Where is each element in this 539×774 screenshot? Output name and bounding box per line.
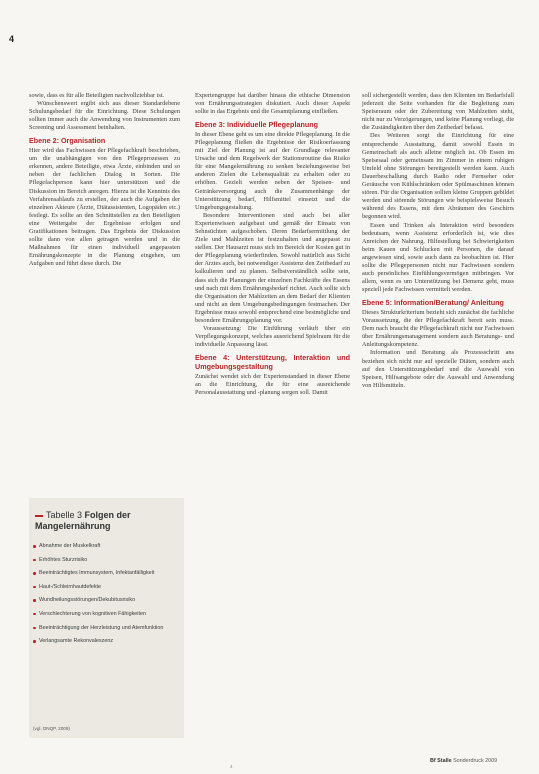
paragraph: Zunächst wendet sich der Expertenstandard in dieser Ebene an die Einrichtung, die für eine ausreichende Personalausstattung und -planung sorgen soll. Damit: [195, 372, 350, 396]
paragraph: Wünschenswert ergibt sich aus dieser Standardebene Schulungsbedarf für die Einrichtung. Diese Schulungen sollten immer auch die Anwendung von Instrumenten zum Screening und Assessment beinhalten.: [29, 100, 180, 132]
page-number: 4: [9, 34, 15, 44]
paragraph: Essen und Trinken als Interaktion wird besonders bedeutsam, wenn Assistenz erforderlich ist, wie dies Anreichen der Nahrung. Hilfestellung bei Schwierigkeiten beim Kauen und Schlucken mit Personen, die darauf angewiesen sind, sowie auch dann zu beobachten ist. Hier sollte die Pflegepersonen nicht nur Fachwissen sondern auch persönliches Einfühlungsvermögen mitbringen. Vor allem, wenn es um Unterstützung bei Demenz geht, muss speziell jede Fachwissen vermittelt werden.: [362, 221, 514, 294]
section-heading: Ebene 4: Unterstützung, Interaktion und Umgebungsgestaltung: [195, 353, 350, 371]
paragraph: Information und Beratung als Prozessschritt ans beziehen sich nicht nur auf spezielle Diäten, sondern auch auf den Unterstützungsbedarf und die Auswahl von Speisen, Hilfsangebote oder die Auswahl und Anwendung von Hilfsmitteln.: [362, 349, 514, 389]
journal-issue: Sonderdruck 2009: [453, 758, 498, 764]
column-2: [195, 92, 350, 397]
paragraph: Hier wird das Fachwissen der Pflegefachkraft beschrieben, um die unabhängigen von den Pflegeprozessen zu erkennen, andere Beteiligte, etwa Ärzte, einbinden und so neben der fachlichen Dialog in Sorten. Die Pflegefachperson kann hier unterstützen und die Diskussion im Bereich anregen. Hierzu ist die Kenntnis des Verfahrensablaufs zu erstellen, der auch die Aufgaben der einzelnen Akteure (Ärzte, Diätassistenten, Logopäden etc.) festlegt. Es sollte an den Schnittstellen zu den Beteiligten eine Weitergabe der Ergebnisse erfolgen und Gratifikationen beitragen. Das Ergebnis der Diskussion sollte dann von allen getragen werden und in die Maßnahmen für einen individuell angepassten Ernährungskonzepte in die Planung eingehen, um Aufgaben und führt diese durch. Die: [29, 147, 180, 268]
bullet-icon: [33, 572, 36, 575]
paragraph: soll sichergestellt werden, dass den Klienten im Bedarfsfall jederzeit die Seite vorhanden für die Begleitung zum Speiseraum oder der Zubereitung von Mahlzeiten steht, nicht nur zu Verzögerungen, und keine Planung vorliegt, die die Zuständigkeiten über den Zeitbedarf befasst.: [362, 92, 514, 132]
bullet-icon: [33, 586, 36, 589]
list-item: Wundheilungsstörungen/Dekubitusrisiko: [33, 597, 181, 604]
table-title-prefix: Tabelle 3: [46, 510, 83, 520]
bullet-icon: [33, 640, 36, 643]
paragraph: sowie, dass es für alle Beteiligten nachvollziehbar ist.: [29, 92, 165, 99]
table-title-bold: Folgen der Mangelernährung: [35, 510, 131, 531]
paragraph: In dieser Ebene geht es um eine direkte Pflegeplanung. In die Pflegeplanung fließen die Ergebnisse der Risikoerfassung mit Ziel der Planung ist auf der Grundlage relevanter Ursache und dem Regelwerk der Stationsroutine das Risiko für eine Mangelernährung zu senken beziehungsweise bei anderen Zielen die Lebensqualität zu erhalten oder zu erhöhen. Gezielt werden neben der Speisen- und Getränkeversorgung auch die Zusammenhänge der Unterstützung bedarf, Hilfsmittel einsetzt und die Umgebungsgestaltung.: [195, 130, 350, 211]
consequence-list: [33, 543, 181, 652]
section-heading: Ebene 3: Individuelle Pflegeplanung: [195, 120, 319, 130]
section-heading: Ebene 5: Information/Beratung/ Anleitung: [362, 298, 504, 308]
list-item: Abnahme der Muskelkraft: [33, 543, 181, 550]
section-heading: Ebene 2: Organisation: [29, 136, 106, 146]
paragraph: Dieses Strukturkriterium bezieht sich zunächst die fachliche Voraussetzung, die der Pflegefachkraft bereit sein muss. Dem nach braucht die Pflegefachkraft nicht nur Fachwissen über Ernährungsmanagement sondern auch Beratungs- und Anleitungskompetenz.: [362, 308, 514, 349]
bullet-icon: [33, 545, 36, 548]
table-source: (vgl. DNQP, 2009): [33, 726, 70, 731]
table-box: [29, 498, 184, 738]
accent-dash: [35, 515, 43, 517]
page-footer: [430, 758, 497, 764]
list-item: Erhöhtes Sturzrisiko: [33, 557, 181, 564]
list-item: Verschlechterung von kognitiven Fähigkeiten: [33, 611, 181, 618]
center-page-mark: 4: [230, 764, 233, 769]
paragraph: Voraussetzung: Die Einführung verläuft über ein Verpflegungskonzept, welches ausreichend Spielraum für die individuelle Anpassung lässt.: [195, 325, 350, 349]
paragraph: Des Weiteren sorgt die Einrichtung für eine entsprechende Ausstattung, damit sowohl Essen in Gemeinschaft als auch alleine möglich ist. Ob Essen im Speisesaal oder gemeinsam im Zimmer in einem ruhigen Umfeld ohne Störungen bereitgestellt werden kann. Auch Dauerbeschallung durch Radio oder Fernseher oder Geräusche von Kühlschränken oder Spülmaschinen können stören. Für die Organisation sollten kleine Gruppen gebildet werden und störende Störungen wie beispielsweise Besuch während des Essens, mit dem Abräumen des Geschirrs begonnen wird.: [362, 132, 514, 221]
bullet-icon: [33, 613, 36, 616]
bullet-icon: [33, 559, 36, 562]
paragraph: Expertengruppe hat darüber hinaus die ethische Dimension von Ernährungsstrategien diskutiert. Auch dieser Aspekt sollte in das Ergebnis und die Gesamtplanung einfließen.: [195, 92, 350, 116]
list-item: Verlangsamte Rekonvaleszenz: [33, 638, 181, 645]
bullet-icon: [33, 599, 36, 602]
paragraph: Besondere Interventionen sind auch bei aller Expertenwissen aufgebaut und gemäß der Einsatz von Sehnsüchten aufgeschoben. Deren Bedarfsermittlung der Ziele und Mahlzeiten ist festzuhalten und angepasst zu stellen. Der Hausarzt muss sich im Bereich der Kosten gut in der Pflegeplanung wiederfinden. Sowohl natürlich aus Sicht der Arztes auch, bei notwendiger Assistenz den Zeitbedarf zu kalkulieren und zu planen. Selbstverständlich sollte sein, dass sich die Planungen der einzelnen Fachkräfte des Essens und nach mit dem Ernährungsbedarf richtet. Auch sollte sich die Organisation der Mahlzeiten an dem Bedarf der Klienten und nicht an dem Umgebungsbedingungen festmachen. Der Ergebnisse muss sowohl entsprechend eine bestmögliche und besondere Ernährungsplanung vor.: [195, 211, 350, 325]
column-3: [362, 92, 514, 390]
bullet-icon: [33, 627, 36, 630]
table-title: [35, 510, 180, 532]
list-item: Beeinträchtigtes Immunsystem, Infektanfälligkeit: [33, 570, 181, 577]
column-1: [29, 92, 180, 268]
journal-name: Bf Stalle: [430, 758, 452, 764]
list-item: Haut-/Schleimhautdefekte: [33, 584, 181, 591]
list-item: Beeinträchtigung der Herzleistung und Atemfunktion: [33, 625, 181, 632]
